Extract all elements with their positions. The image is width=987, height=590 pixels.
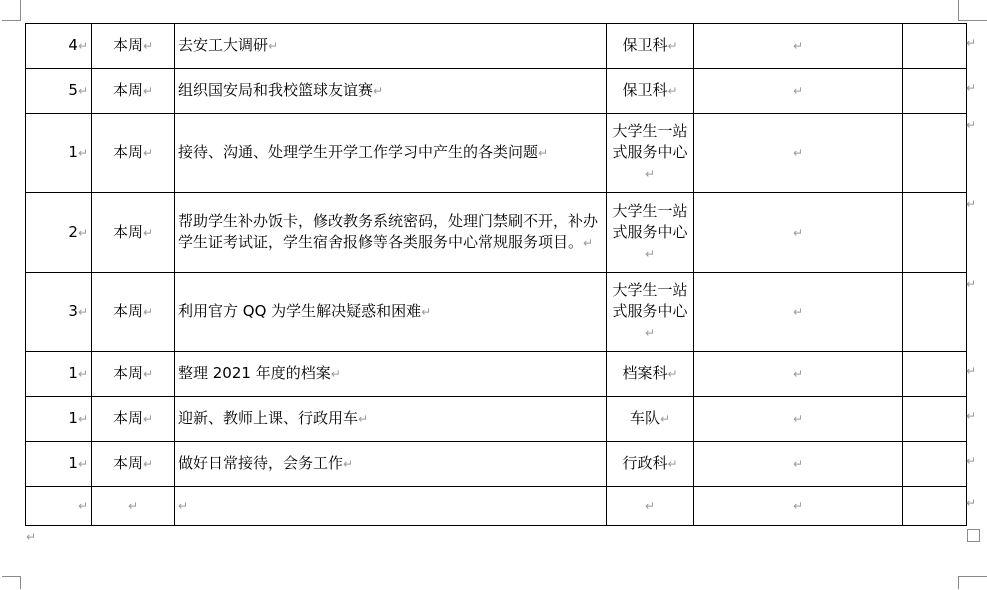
cell-end-mark-icon: ↵ [644,246,656,261]
department-cell-text: 大学生一站式服务中心 [612,201,688,241]
department-cell[interactable] [607,352,694,397]
table-row[interactable] [26,193,967,273]
cell-end-mark-icon: ↵ [77,367,88,381]
time-cell[interactable] [92,487,175,526]
page-corner-marker-top-left [2,0,21,21]
table-row[interactable] [26,442,967,487]
content-cell[interactable] [175,273,607,352]
row-number-cell[interactable] [26,69,92,114]
time-cell[interactable] [92,442,175,487]
row-number-cell-text: 3 [68,302,78,320]
time-cell-text: 本周 [112,409,143,427]
note-cell[interactable] [694,442,903,487]
cell-end-mark-icon: ↵ [792,39,804,53]
content-cell[interactable] [175,114,607,193]
cell-end-mark-icon: ↵ [142,84,154,98]
note-cell[interactable] [694,352,903,397]
cell-end-mark-icon: ↵ [142,146,154,160]
content-cell[interactable] [175,442,607,487]
extra-cell[interactable] [903,487,967,526]
content-cell-text: 整理 2021 年度的档案 [178,364,331,382]
time-cell[interactable] [92,114,175,193]
cell-end-mark-icon: ↵ [142,457,154,471]
content-cell-text: 迎新、教师上课、行政用车 [178,409,359,427]
cell-end-mark-icon: ↵ [792,84,804,98]
cell-end-mark-icon: ↵ [142,412,154,426]
department-cell[interactable] [607,397,694,442]
content-cell[interactable] [175,487,607,526]
department-cell[interactable] [607,114,694,193]
row-number-cell-text: 2 [68,222,78,241]
cell-end-mark-icon: ↵ [127,499,139,513]
page-corner-marker-bottom-right [958,576,987,589]
department-cell-text: 保卫科 [622,81,668,99]
table-body [26,24,967,526]
time-cell[interactable] [92,273,175,352]
department-cell[interactable] [607,24,694,69]
note-cell[interactable] [694,24,903,69]
time-cell[interactable] [92,397,175,442]
row-end-mark-icon: ↵ [966,197,977,211]
time-cell-text: 本周 [112,454,143,472]
extra-cell[interactable] [903,193,967,273]
cell-end-mark-icon: ↵ [358,412,369,426]
time-cell[interactable] [92,24,175,69]
cell-end-mark-icon: ↵ [77,412,88,426]
department-cell[interactable] [607,193,694,273]
cell-end-mark-icon: ↵ [343,457,354,471]
time-cell[interactable] [92,352,175,397]
time-cell-text: 本周 [112,143,143,161]
cell-end-mark-icon: ↵ [77,457,88,471]
content-cell-text: 帮助学生补办饭卡，修改教务系统密码，处理门禁刷不开，补办学生证考试证，学生宿舍报修等各类服务中心常规服务项目。 [178,212,599,251]
extra-cell[interactable] [903,273,967,352]
cell-end-mark-icon: ↵ [644,326,656,340]
department-cell-text: 档案科 [622,364,668,382]
row-number-cell[interactable] [26,442,92,487]
department-cell[interactable] [607,273,694,352]
extra-cell[interactable] [903,114,967,193]
table-row[interactable] [26,397,967,442]
table-row[interactable] [26,114,967,193]
content-cell-text: 组织国安局和我校篮球友谊赛 [178,81,374,99]
cell-end-mark-icon: ↵ [77,305,88,319]
time-cell-text: 本周 [112,302,143,320]
row-end-mark-icon: ↵ [966,496,977,510]
extra-cell[interactable] [903,69,967,114]
row-number-cell[interactable] [26,352,92,397]
cell-end-mark-icon: ↵ [142,305,154,319]
department-cell-text: 车队 [629,409,660,427]
content-cell-text: 做好日常接待，会务工作 [178,454,344,472]
row-number-cell[interactable] [26,487,92,526]
cell-end-mark-icon: ↵ [142,367,154,381]
note-cell[interactable] [694,487,903,526]
row-end-mark-icon: ↵ [966,454,977,468]
note-cell[interactable] [694,69,903,114]
row-number-cell[interactable] [26,193,92,273]
cell-end-mark-icon: ↵ [792,146,804,160]
department-cell[interactable] [607,487,694,526]
row-number-cell[interactable] [26,24,92,69]
row-end-mark-icon: ↵ [966,277,977,291]
row-number-cell[interactable] [26,397,92,442]
cell-end-mark-icon: ↵ [178,499,189,513]
time-cell-text: 本周 [112,364,143,382]
note-cell[interactable] [694,273,903,352]
row-number-cell-text: 1 [68,364,78,382]
row-end-mark-icon: ↵ [966,364,977,378]
content-cell-text: 利用官方 QQ 为学生解决疑惑和困难 [178,302,422,320]
note-cell[interactable] [694,193,903,273]
table-resize-handle[interactable] [967,529,980,542]
row-number-cell-text: 1 [68,409,78,427]
content-cell[interactable] [175,397,607,442]
cell-end-mark-icon: ↵ [644,499,656,513]
extra-cell[interactable] [903,24,967,69]
cell-end-mark-icon: ↵ [142,225,154,240]
department-cell-text: 大学生一站式服务中心 [612,281,688,320]
cell-end-mark-icon: ↵ [667,367,678,381]
table-row[interactable] [26,69,967,114]
time-cell-text: 本周 [112,36,143,54]
time-cell[interactable] [92,69,175,114]
content-cell-text: 接待、沟通、处理学生开学工作学习中产生的各类问题 [178,143,539,161]
cell-end-mark-icon: ↵ [792,225,804,240]
cell-end-mark-icon: ↵ [667,457,678,471]
cell-end-mark-icon: ↵ [667,39,678,53]
extra-cell[interactable] [903,397,967,442]
cell-end-mark-icon: ↵ [142,39,154,53]
page-corner-marker-bottom-left [2,576,21,589]
cell-end-mark-icon: ↵ [268,39,279,53]
row-number-cell-text: 1 [68,454,78,472]
row-number-cell-text: 4 [68,36,78,54]
cell-end-mark-icon: ↵ [373,84,384,98]
row-end-mark-icon: ↵ [966,118,977,132]
extra-cell[interactable] [903,442,967,487]
cell-end-mark-icon: ↵ [667,84,678,98]
content-cell[interactable] [175,193,607,273]
note-cell[interactable] [694,114,903,193]
content-cell[interactable] [175,24,607,69]
cell-end-mark-icon: ↵ [583,236,594,250]
cell-end-mark-icon: ↵ [792,412,804,426]
cell-end-mark-icon: ↵ [77,499,88,513]
row-number-cell-text: 1 [68,143,78,161]
cell-end-mark-icon: ↵ [77,146,88,160]
row-number-cell[interactable] [26,273,92,352]
row-end-mark-icon: ↵ [966,81,977,95]
cell-end-mark-icon: ↵ [538,146,549,160]
time-cell-text: 本周 [112,222,143,241]
cell-end-mark-icon: ↵ [77,225,88,240]
row-number-cell[interactable] [26,114,92,193]
note-cell[interactable] [694,397,903,442]
department-cell-text: 大学生一站式服务中心 [612,122,688,161]
cell-end-mark-icon: ↵ [792,457,804,471]
work-schedule-table[interactable] [25,23,967,526]
cell-end-mark-icon: ↵ [792,305,804,319]
department-cell[interactable] [607,69,694,114]
row-end-mark-icon: ↵ [966,409,977,423]
cell-end-mark-icon: ↵ [792,367,804,381]
cell-end-mark-icon: ↵ [792,499,804,513]
time-cell[interactable] [92,193,175,273]
cell-end-mark-icon: ↵ [77,84,88,98]
table-row[interactable] [26,273,967,352]
paragraph-mark-icon: ↵ [26,530,37,544]
cell-end-mark-icon: ↵ [330,367,341,381]
table-row[interactable] [26,352,967,397]
row-end-mark-icon: ↵ [966,36,977,50]
extra-cell[interactable] [903,352,967,397]
department-cell[interactable] [607,442,694,487]
department-cell-text: 行政科 [622,454,668,472]
table-row[interactable] [26,24,967,69]
cell-end-mark-icon: ↵ [644,167,656,181]
row-number-cell-text: 5 [68,81,78,99]
cell-end-mark-icon: ↵ [659,412,671,426]
cell-end-mark-icon: ↵ [77,39,88,53]
department-cell-text: 保卫科 [622,36,668,54]
content-cell[interactable] [175,352,607,397]
cell-end-mark-icon: ↵ [421,305,432,319]
page-corner-marker-top-right [958,0,987,21]
content-cell-text: 去安工大调研 [178,36,269,54]
time-cell-text: 本周 [112,81,143,99]
table-row[interactable] [26,487,967,526]
content-cell[interactable] [175,69,607,114]
